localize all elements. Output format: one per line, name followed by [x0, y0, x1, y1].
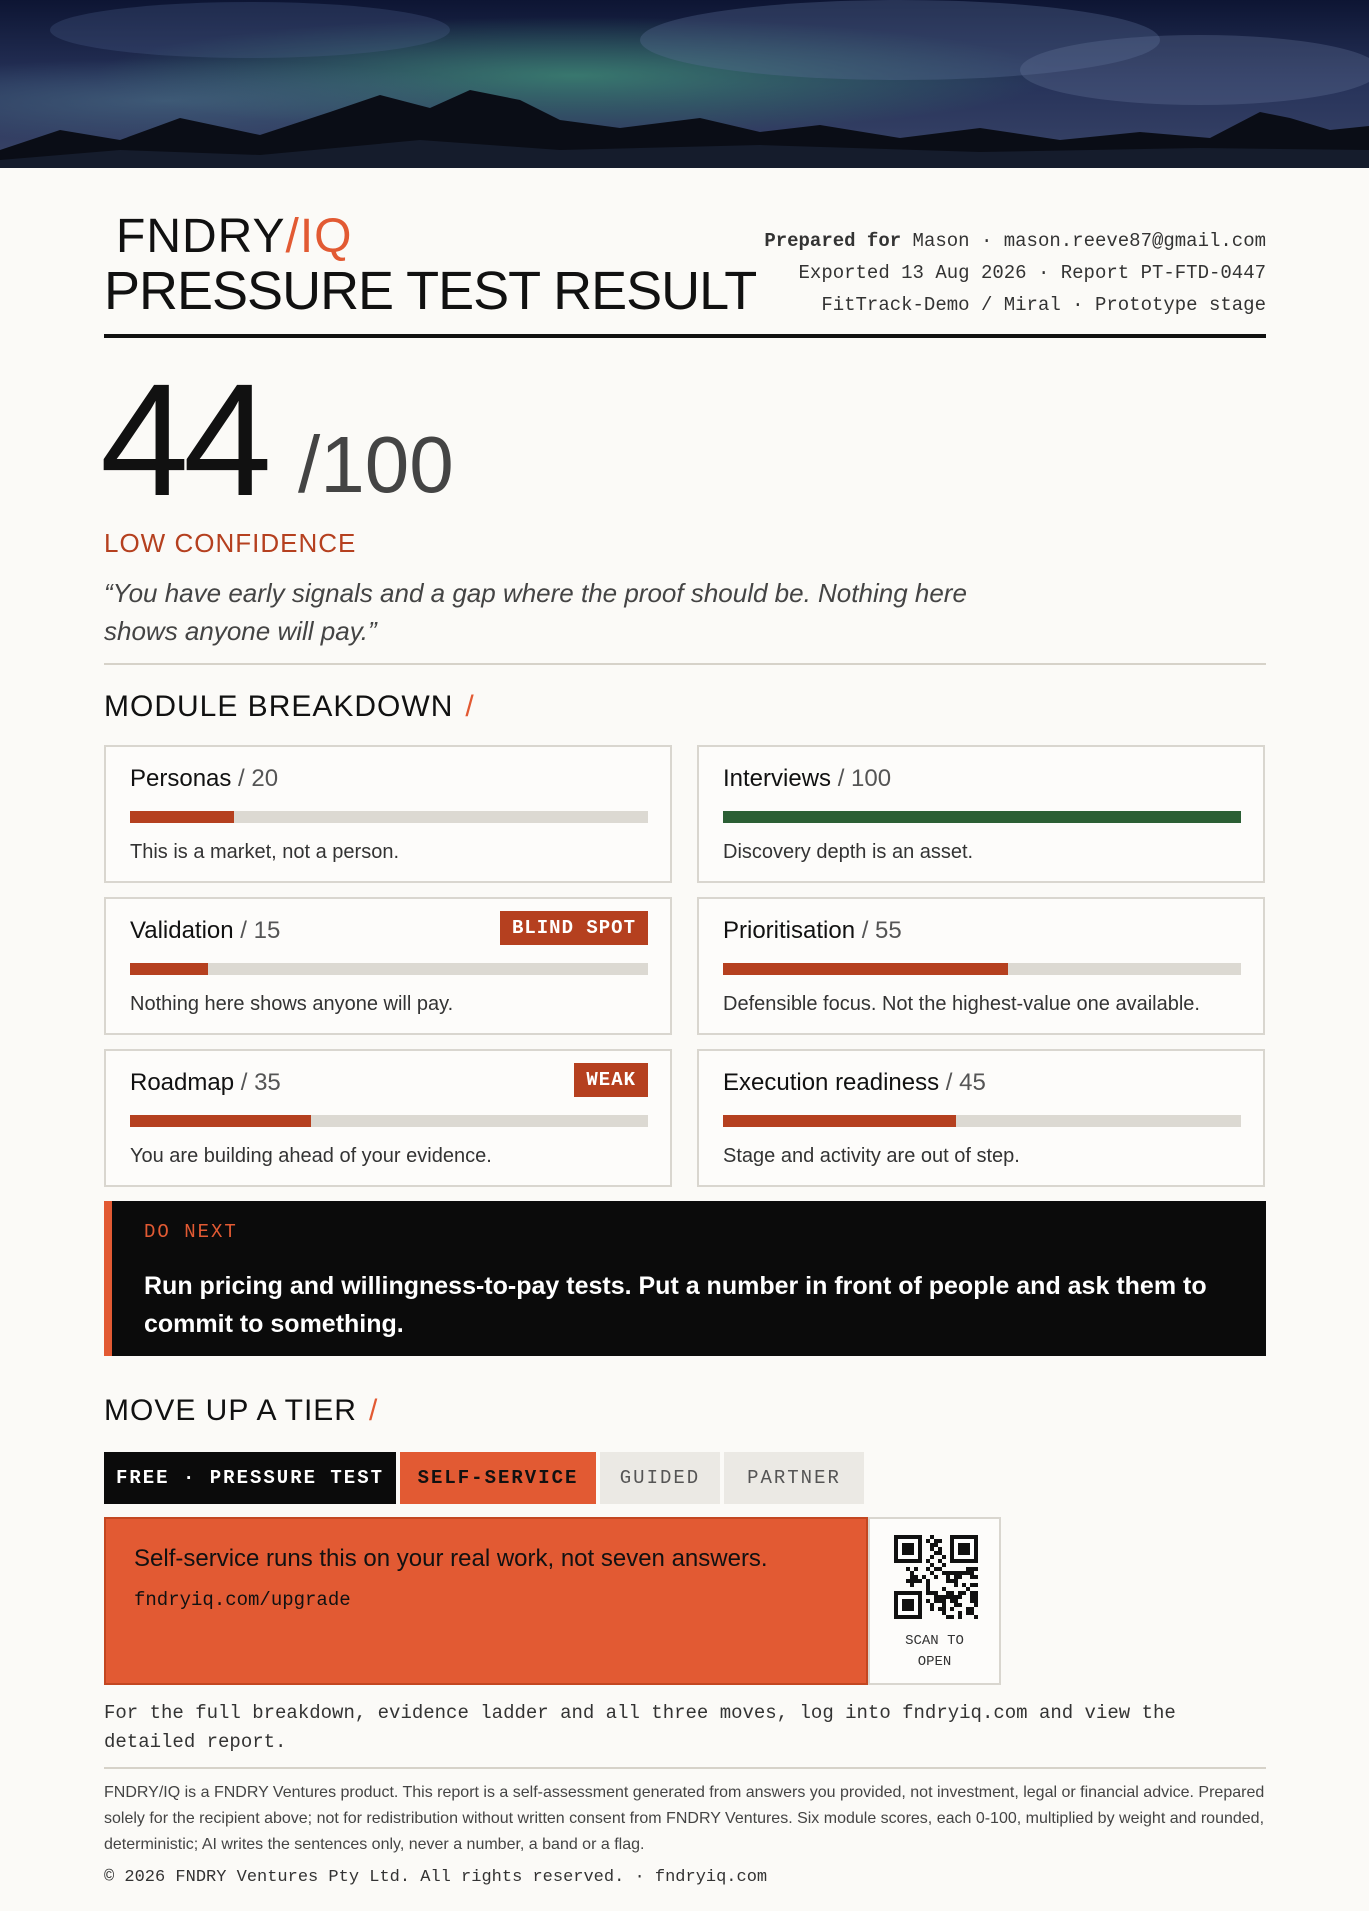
- module-title: Interviews: [723, 765, 832, 792]
- heading-slash: /: [465, 690, 475, 723]
- module-score: / 35: [234, 1069, 281, 1096]
- module-card: [697, 745, 1265, 883]
- do-next-label: DO NEXT: [144, 1221, 238, 1243]
- score-bar-track: [723, 963, 1241, 975]
- module-note: Discovery depth is an asset.: [723, 841, 974, 863]
- move-up-heading: [104, 1394, 378, 1428]
- move-up-title: MOVE UP A TIER: [104, 1394, 357, 1427]
- module-note: Defensible focus. Not the highest-value one available.: [723, 993, 1200, 1015]
- flag-badge: BLIND SPOT: [500, 911, 648, 945]
- scan-caption-line1: SCAN TO: [905, 1633, 964, 1649]
- module-card: [104, 897, 672, 1035]
- score-bar-track: [723, 1115, 1241, 1127]
- module-score: / 55: [855, 917, 902, 944]
- meta-prepared-line: [764, 225, 1266, 257]
- module-name: [723, 1069, 986, 1097]
- summary-quote: “You have early signals and a gap where the proof should be. Nothing here shows anyone will pay.”: [104, 578, 967, 646]
- qr-panel[interactable]: [868, 1517, 1001, 1685]
- copyright: © 2026 FNDRY Ventures Pty Ltd. All rights reserved. · fndryiq.com: [104, 1868, 768, 1887]
- score-bar-fill: [723, 963, 1008, 975]
- module-title: Personas: [130, 765, 232, 792]
- brand-name: FNDRY: [116, 210, 286, 263]
- divider: [104, 663, 1266, 665]
- module-name: [723, 765, 891, 793]
- score-bar-fill: [723, 1115, 956, 1127]
- meta-export-line: Exported 13 Aug 2026 · Report PT-FTD-0447: [798, 262, 1266, 284]
- module-score: / 45: [939, 1069, 986, 1096]
- flag-badge: WEAK: [574, 1063, 648, 1097]
- score-bar-fill: [130, 1115, 311, 1127]
- upgrade-link[interactable]: fndryiq.com/upgrade: [134, 1589, 351, 1611]
- module-title: Roadmap: [130, 1069, 235, 1096]
- tier-tab-self-service[interactable]: SELF-SERVICE: [400, 1452, 596, 1504]
- upgrade-panel: [104, 1517, 868, 1685]
- module-name: [130, 1069, 281, 1097]
- score-max: /100: [298, 420, 454, 509]
- module-score: / 100: [831, 765, 892, 792]
- module-card: [697, 897, 1265, 1035]
- do-next-callout: [104, 1201, 1266, 1356]
- module-card: [104, 1049, 672, 1187]
- page-title: PRESSURE TEST RESULT: [104, 261, 757, 321]
- module-title: Validation: [130, 917, 234, 944]
- score-bar-track: [130, 811, 648, 823]
- meta-project-line: FitTrack-Demo / Miral · Prototype stage: [821, 294, 1266, 316]
- tier-tab-free[interactable]: FREE · PRESSURE TEST: [104, 1452, 396, 1504]
- module-score: / 15: [233, 917, 281, 944]
- module-breakdown-title: MODULE BREAKDOWN: [104, 690, 454, 723]
- scan-caption-line2: OPEN: [917, 1654, 952, 1670]
- module-card: [104, 745, 672, 883]
- confidence-band: LOW CONFIDENCE: [104, 528, 357, 558]
- score-bar-track: [130, 963, 648, 975]
- meta-prepared-value: Mason · mason.reeve87@gmail.com: [901, 230, 1266, 252]
- score-bar-fill: [130, 811, 234, 823]
- qr-code-icon: [894, 1535, 978, 1619]
- module-name: [723, 917, 902, 945]
- module-name: [130, 917, 280, 945]
- module-note: This is a market, not a person.: [130, 841, 400, 863]
- module-note: Stage and activity are out of step.: [723, 1145, 1020, 1167]
- upgrade-text: Self-service runs this on your real work, not seven answers.: [134, 1545, 768, 1572]
- full-report-note: For the full breakdown, evidence ladder and all three moves, log into fndryiq.com and view the detailed report.: [104, 1702, 1176, 1753]
- tier-tab-partner[interactable]: PARTNER: [724, 1452, 864, 1504]
- tier-tab-guided[interactable]: GUIDED: [600, 1452, 720, 1504]
- score-bar-track: [130, 1115, 648, 1127]
- report-header: [104, 205, 1266, 338]
- heading-slash: /: [368, 1394, 379, 1427]
- module-card: [697, 1049, 1265, 1187]
- module-note: Nothing here shows anyone will pay.: [130, 993, 454, 1015]
- module-score: / 20: [231, 765, 279, 792]
- hero-banner-image: [0, 0, 1369, 168]
- brand-logo: [116, 209, 352, 264]
- module-breakdown-heading: [104, 690, 475, 724]
- report-meta: [764, 225, 1266, 321]
- brand-suffix: IQ: [299, 210, 353, 263]
- module-title: Execution readiness: [723, 1069, 940, 1096]
- brand-slash: /: [285, 210, 300, 263]
- score-value: 44: [100, 350, 266, 529]
- module-title: Prioritisation: [723, 917, 856, 944]
- module-note: You are building ahead of your evidence.: [130, 1145, 492, 1167]
- score-bar-track: [723, 811, 1241, 823]
- divider: [104, 1767, 1266, 1769]
- module-name: [130, 765, 278, 793]
- score-bar-fill: [723, 811, 1241, 823]
- legal-disclaimer: FNDRY/IQ is a FNDRY Ventures product. This report is a self-assessment generated from answers you provided, not investment, legal or financial advice. Prepared solely for the recipient above; not for redistribution without written consent from FNDRY Ventures. Six module scores, each 0-100, multiplied by weight and rounded, deterministic; AI writes the sentences only, never a number, a band or a flag.: [104, 1784, 1265, 1853]
- do-next-text: Run pricing and willingness-to-pay tests. Put a number in front of people and ask them to commit to something.: [144, 1272, 1207, 1338]
- score-bar-fill: [130, 963, 208, 975]
- meta-prepared-label: Prepared for: [764, 230, 902, 252]
- scan-caption: [870, 1631, 999, 1673]
